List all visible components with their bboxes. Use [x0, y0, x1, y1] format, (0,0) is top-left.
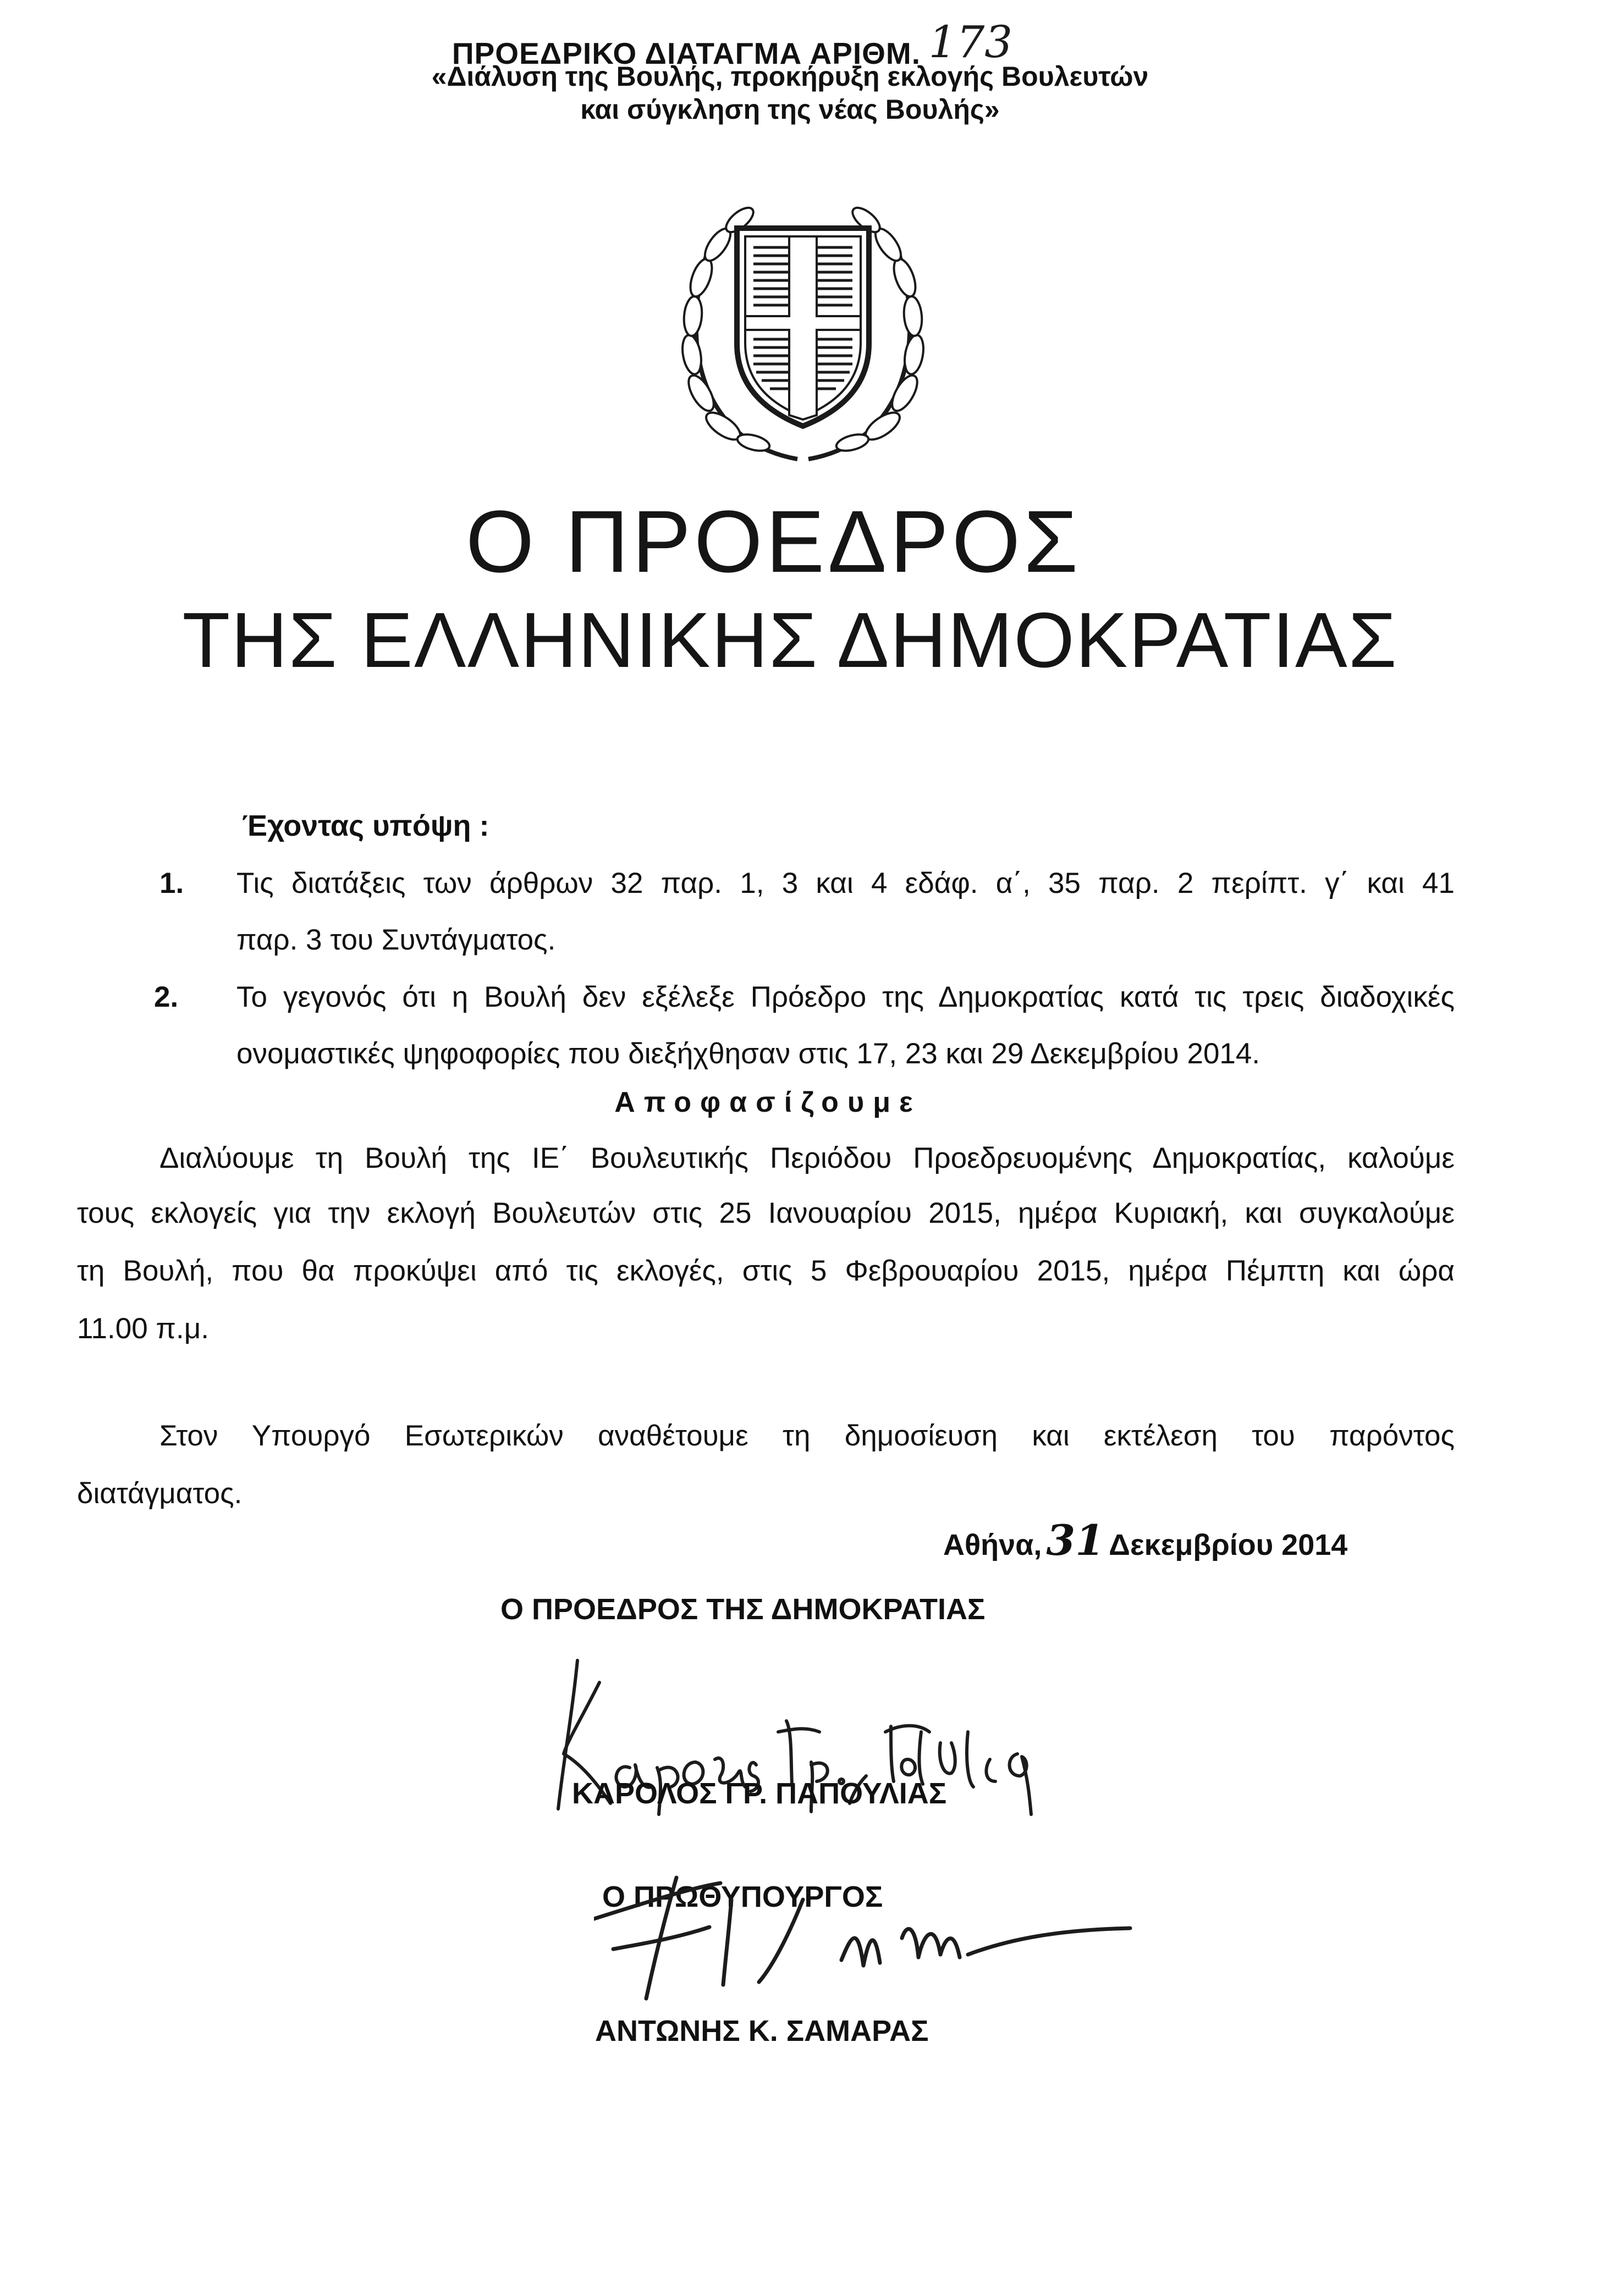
- president-title: Ο ΠΡΟΕΔΡΟΣ ΤΗΣ ΔΗΜΟΚΡΑΤΙΑΣ: [500, 1593, 986, 1626]
- dateline-day-handwritten: 31: [1046, 1516, 1105, 1565]
- preamble-item-text: Τις διατάξεις των άρθρων 32 παρ. 1, 3 και 4 εδάφ. α΄, 35 παρ. 2 περίπτ. γ΄ και 41: [236, 867, 1455, 899]
- preamble-item-text: ονομαστικές ψηφοφορίες που διεξήχθησαν στις 17, 23 και 29 Δεκεμβρίου 2014.: [236, 1037, 1260, 1070]
- dateline: [943, 1516, 1348, 1565]
- execution-line: Στον Υπουργό Εσωτερικών αναθέτουμε τη δημοσίευση και εκτέλεση του παρόντος: [159, 1420, 1455, 1452]
- preamble-intro: Έχοντας υπόψη :: [242, 809, 489, 842]
- decision-line: Διαλύουμε τη Βουλή της ΙΕ΄ Βουλευτικής Περιόδου Προεδρευομένης Δημοκρατίας, καλούμε: [159, 1142, 1455, 1174]
- decree-subtitle-line-2: και σύγκληση της νέας Βουλής»: [580, 94, 1000, 125]
- decree-number-handwritten: 173: [928, 16, 1013, 68]
- dateline-place: Αθήνα,: [943, 1528, 1042, 1561]
- heading-president: Ο ΠΡΟΕΔΡΟΣ: [465, 492, 1082, 590]
- prime-minister-title: Ο ΠΡΩΘΥΠΟΥΡΓΟΣ: [602, 1880, 883, 1913]
- coat-of-arms-icon: [671, 184, 935, 476]
- preamble-item-number: 2.: [154, 981, 179, 1013]
- prime-minister-signature-icon: [594, 1867, 1138, 2004]
- preamble-item-number: 1.: [159, 867, 184, 899]
- decision-heading: Αποφασίζουμε: [614, 1086, 922, 1118]
- execution-line: διατάγματος.: [77, 1477, 243, 1510]
- dateline-month-year: Δεκεμβρίου 2014: [1109, 1528, 1348, 1561]
- decision-line: τη Βουλή, που θα προκύψει από τις εκλογές, στις 5 Φεβρουαρίου 2015, ημέρα Πέμπτη και ώρα: [77, 1255, 1455, 1287]
- decree-subtitle-line-1: «Διάλυση της Βουλής, προκήρυξη εκλογής Βουλευτών: [431, 61, 1149, 92]
- heading-hellenic-republic: ΤΗΣ ΕΛΛΗΝΙΚΗΣ ΔΗΜΟΚΡΑΤΙΑΣ: [182, 597, 1398, 684]
- decree-title: ΠΡΟΕΔΡΙΚΟ ΔΙΑΤΑΓΜΑ ΑΡΙΘΜ.: [452, 36, 921, 70]
- preamble-item-text: Το γεγονός ότι η Βουλή δεν εξέλεξε Πρόεδρο της Δημοκρατίας κατά τις τρεις διαδοχικές: [236, 981, 1455, 1013]
- decision-line: τους εκλογείς για την εκλογή Βουλευτών στις 25 Ιανουαρίου 2015, ημέρα Κυριακή, και συγκαλούμε: [77, 1197, 1455, 1229]
- preamble-item-text: παρ. 3 του Συντάγματος.: [236, 924, 556, 956]
- decision-line: 11.00 π.μ.: [77, 1312, 209, 1345]
- president-name: ΚΑΡΟΛΟΣ ΓΡ. ΠΑΠΟΥΛΙΑΣ: [572, 1777, 947, 1810]
- prime-minister-name: ΑΝΤΩΝΗΣ Κ. ΣΑΜΑΡΑΣ: [595, 2014, 929, 2047]
